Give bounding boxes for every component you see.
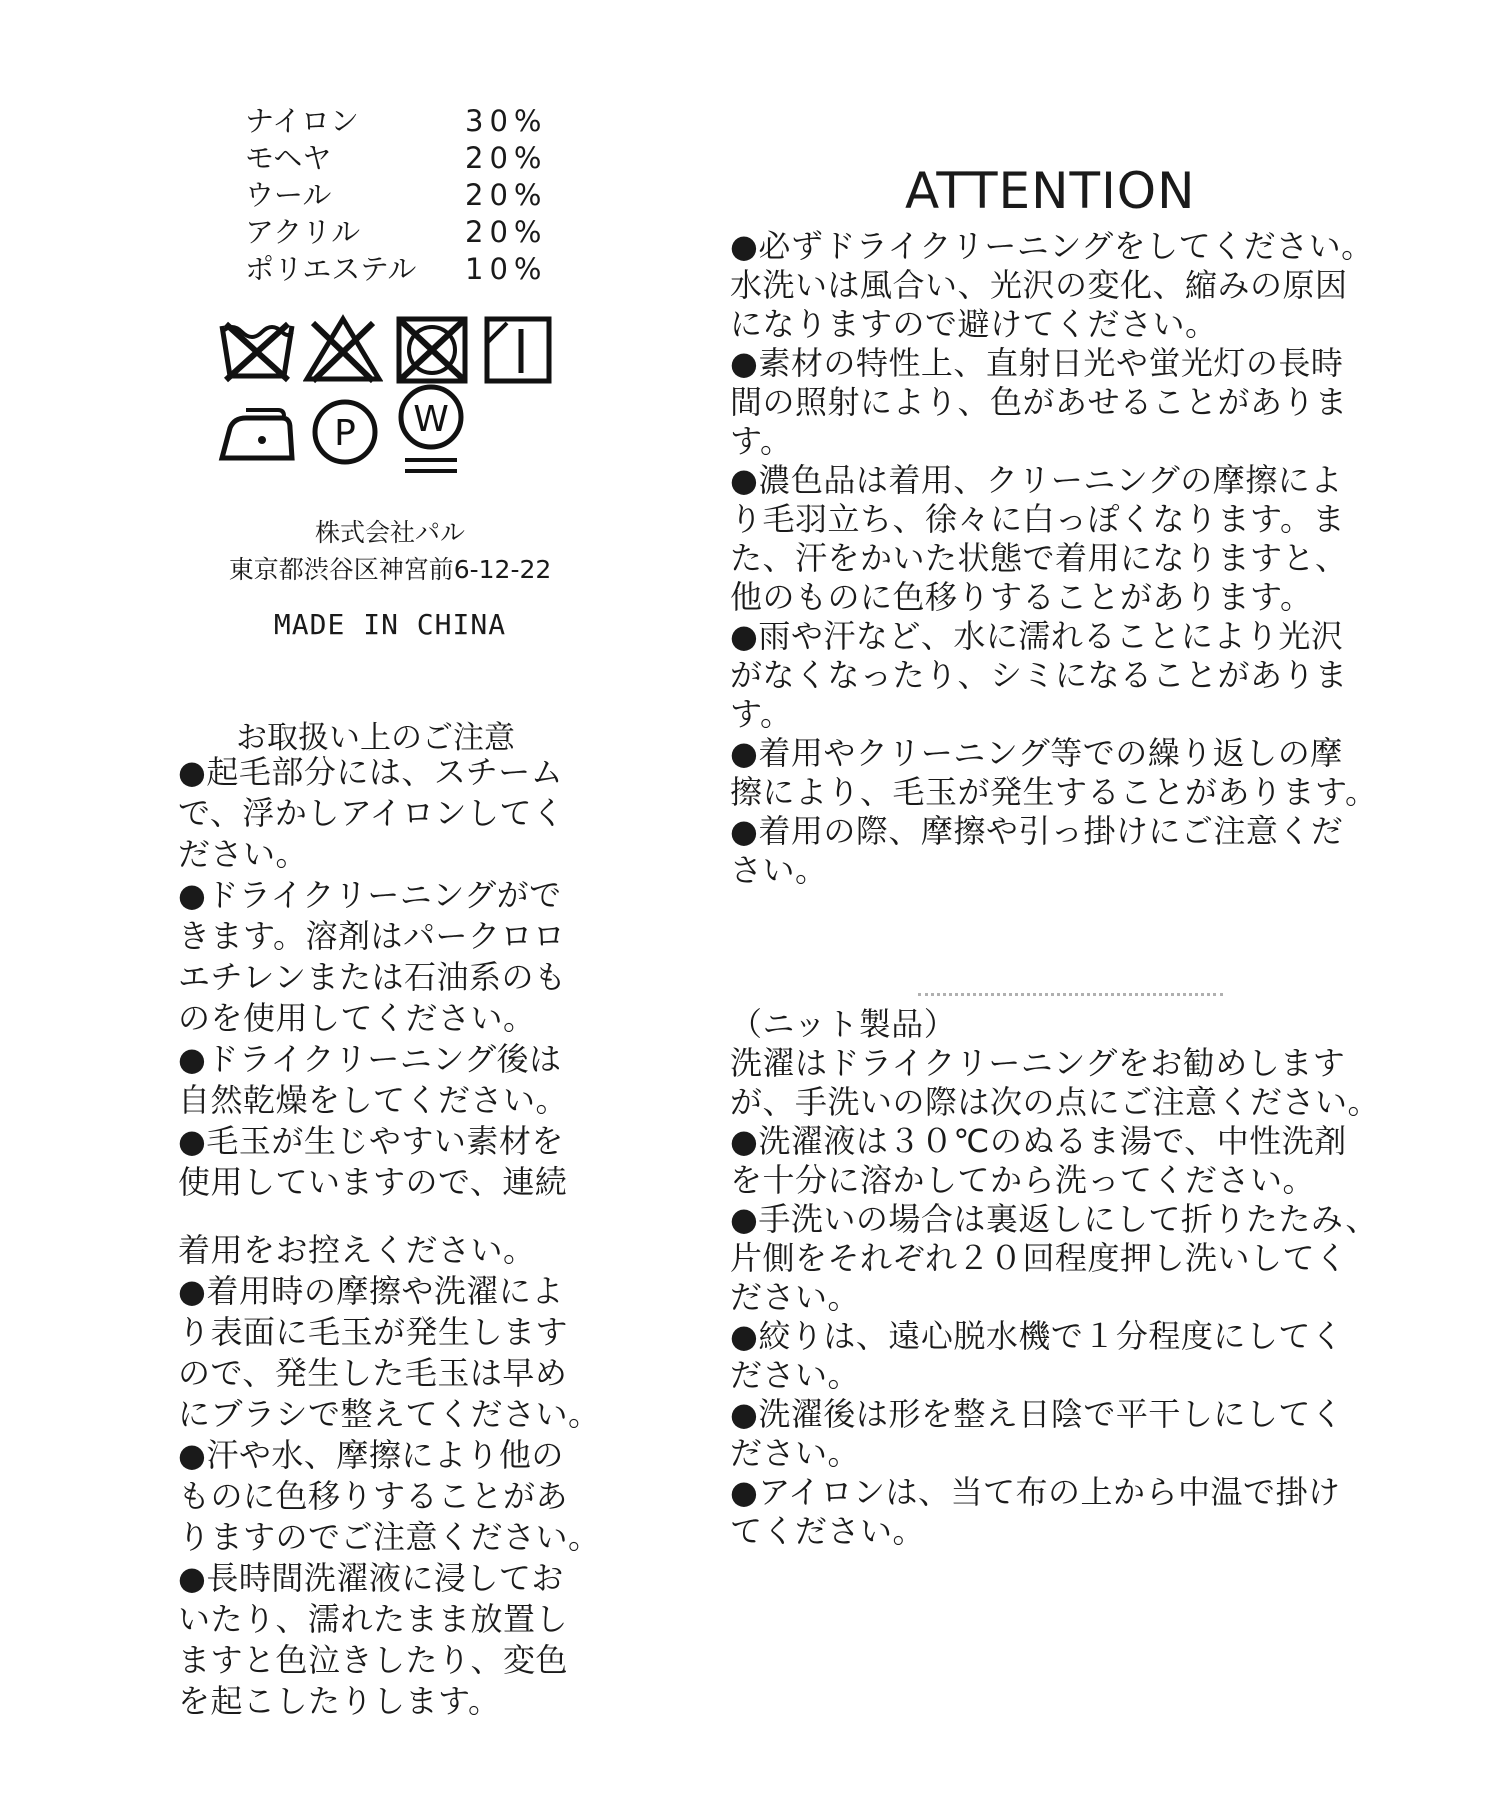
note-line: ●毛玉が生じやすい素材を [178,1122,564,1160]
attention-line: になりますので避けてください。 [730,305,1218,343]
note-line: ものに色移りすることがあ [178,1477,569,1515]
fiber-percent: 30% [465,104,548,138]
handling-heading: お取扱い上のご注意 [236,720,515,756]
knit-line: ●手洗いの場合は裏返しにして折りたたみ、 [730,1200,1378,1238]
note-line: ●汗や水、摩擦により他の [178,1436,564,1474]
fiber-name: モヘヤ [245,141,332,175]
fiber-percent: 20% [465,178,548,212]
knit-line: ●洗濯液は３０℃のぬるま湯で、中性洗剤 [730,1122,1347,1160]
attention-notes [730,227,1377,890]
attention-line: ●着用の際、摩擦や引っ掛けにご注意くだ [730,812,1344,850]
knit-heading: （ニット製品） [730,1005,957,1043]
note-line: ●ドライクリーニング後は [178,1040,562,1078]
no-bleach-icon [303,313,383,385]
knit-line: てください。 [730,1512,926,1550]
note-line: ●起毛部分には、スチーム [178,753,564,791]
note-line: 自然乾燥をしてください。 [178,1081,569,1119]
attention-line: ●雨や汗など、水に濡れることにより光沢 [730,617,1344,655]
no-tumble-dry-icon [395,315,469,385]
section-divider [918,993,1223,996]
no-wash-icon [218,318,296,384]
note-line: ますと色泣きしたり、変色 [178,1641,569,1679]
w-letter: W [413,399,449,440]
attention-line: り毛羽立ち、徐々に白っぽくなります。ま [730,500,1345,538]
attention-line: 他のものに色移りすることがあります。 [730,578,1313,616]
iron-low-icon [218,398,302,464]
knit-line: ●アイロンは、当て布の上から中温で掛け [730,1473,1341,1511]
attention-line: 擦により、毛玉が発生することがあります。 [730,773,1378,811]
note-line: いたり、濡れたまま放置し [178,1600,569,1638]
wet-clean-w-icon [395,383,467,478]
note-line: で、浮かしアイロンしてく [178,794,565,832]
note-line: ●ドライクリーニングがで [178,876,562,914]
knit-line: が、手洗いの際は次の点にご注意ください。 [730,1083,1381,1121]
attention-line: さい。 [730,851,828,889]
dry-clean-p-icon [310,397,380,467]
company-name: 株式会社パル [314,518,465,547]
attention-line: がなくなったり、シミになることがありま [730,656,1348,694]
attention-line: す。 [730,695,793,733]
fiber-percent: 10% [465,252,548,286]
attention-line: す。 [730,422,793,460]
knit-line: ●洗濯後は形を整え日陰で平干しにしてく [730,1395,1344,1433]
knit-line: を十分に溶かしてから洗ってください。 [730,1161,1316,1199]
attention-line: ●素材の特性上、直射日光や蛍光灯の長時 [730,344,1344,382]
knit-line: ださい。 [730,1356,861,1394]
note-line: エチレンまたは石油系のも [178,958,567,996]
note-line: ので、発生した毛玉は早め [178,1354,568,1392]
p-letter: P [334,413,356,454]
attention-line: 水洗いは風合い、光沢の変化、縮みの原因 [730,266,1348,304]
fiber-name: ポリエステル [245,252,417,286]
note-line: のを使用してください。 [178,999,536,1037]
country-of-origin: MADE IN CHINA [273,608,507,641]
fiber-name: ナイロン [245,104,359,138]
attention-line: た、汗をかいた状態で着用になりますと、 [730,539,1348,577]
attention-line: ●濃色品は着用、クリーニングの摩擦によ [730,461,1343,499]
attention-line: ●必ずドライクリーニングをしてください。 [730,227,1374,265]
note-line: にブラシで整えてください。 [178,1395,601,1433]
knit-line: ださい。 [730,1278,861,1316]
fiber-name: アクリル [245,215,361,249]
attention-title: ATTENTION [905,162,1196,220]
knit-line: 片側をそれぞれ２０回程度押し洗いしてく [730,1239,1348,1277]
note-line: 使用していますので、連続 [178,1163,568,1201]
knit-line: 洗濯はドライクリーニングをお勧めします [730,1044,1346,1082]
flat-dry-icon [483,315,553,385]
handling-notes-top [178,752,568,1203]
knit-line: ださい。 [730,1434,861,1472]
handling-notes-bottom [178,1230,601,1722]
note-line: ださい。 [178,835,309,873]
fiber-name: ウール [245,178,332,212]
note-line: ●着用時の摩擦や洗濯によ [178,1272,564,1310]
note-line: ●長時間洗濯液に浸してお [178,1559,564,1597]
note-line: を起こしたりします。 [178,1682,501,1720]
fiber-percent: 20% [465,141,548,175]
knit-notes [730,1005,1380,1551]
attention-line: ●着用やクリーニング等での繰り返しの摩 [730,734,1343,772]
note-line: きます。溶剤はパークロロ [178,917,566,955]
company-address: 東京都渋谷区神宮前6-12-22 [228,555,552,584]
knit-line: ●絞りは、遠心脱水機で１分程度にしてく [730,1317,1344,1355]
note-line: り表面に毛玉が発生します [178,1313,569,1351]
fiber-percent: 20% [465,215,548,249]
note-line: 着用をお控えください。 [178,1231,536,1269]
note-line: りますのでご注意ください。 [178,1518,601,1556]
attention-line: 間の照射により、色があせることがありま [730,383,1348,421]
